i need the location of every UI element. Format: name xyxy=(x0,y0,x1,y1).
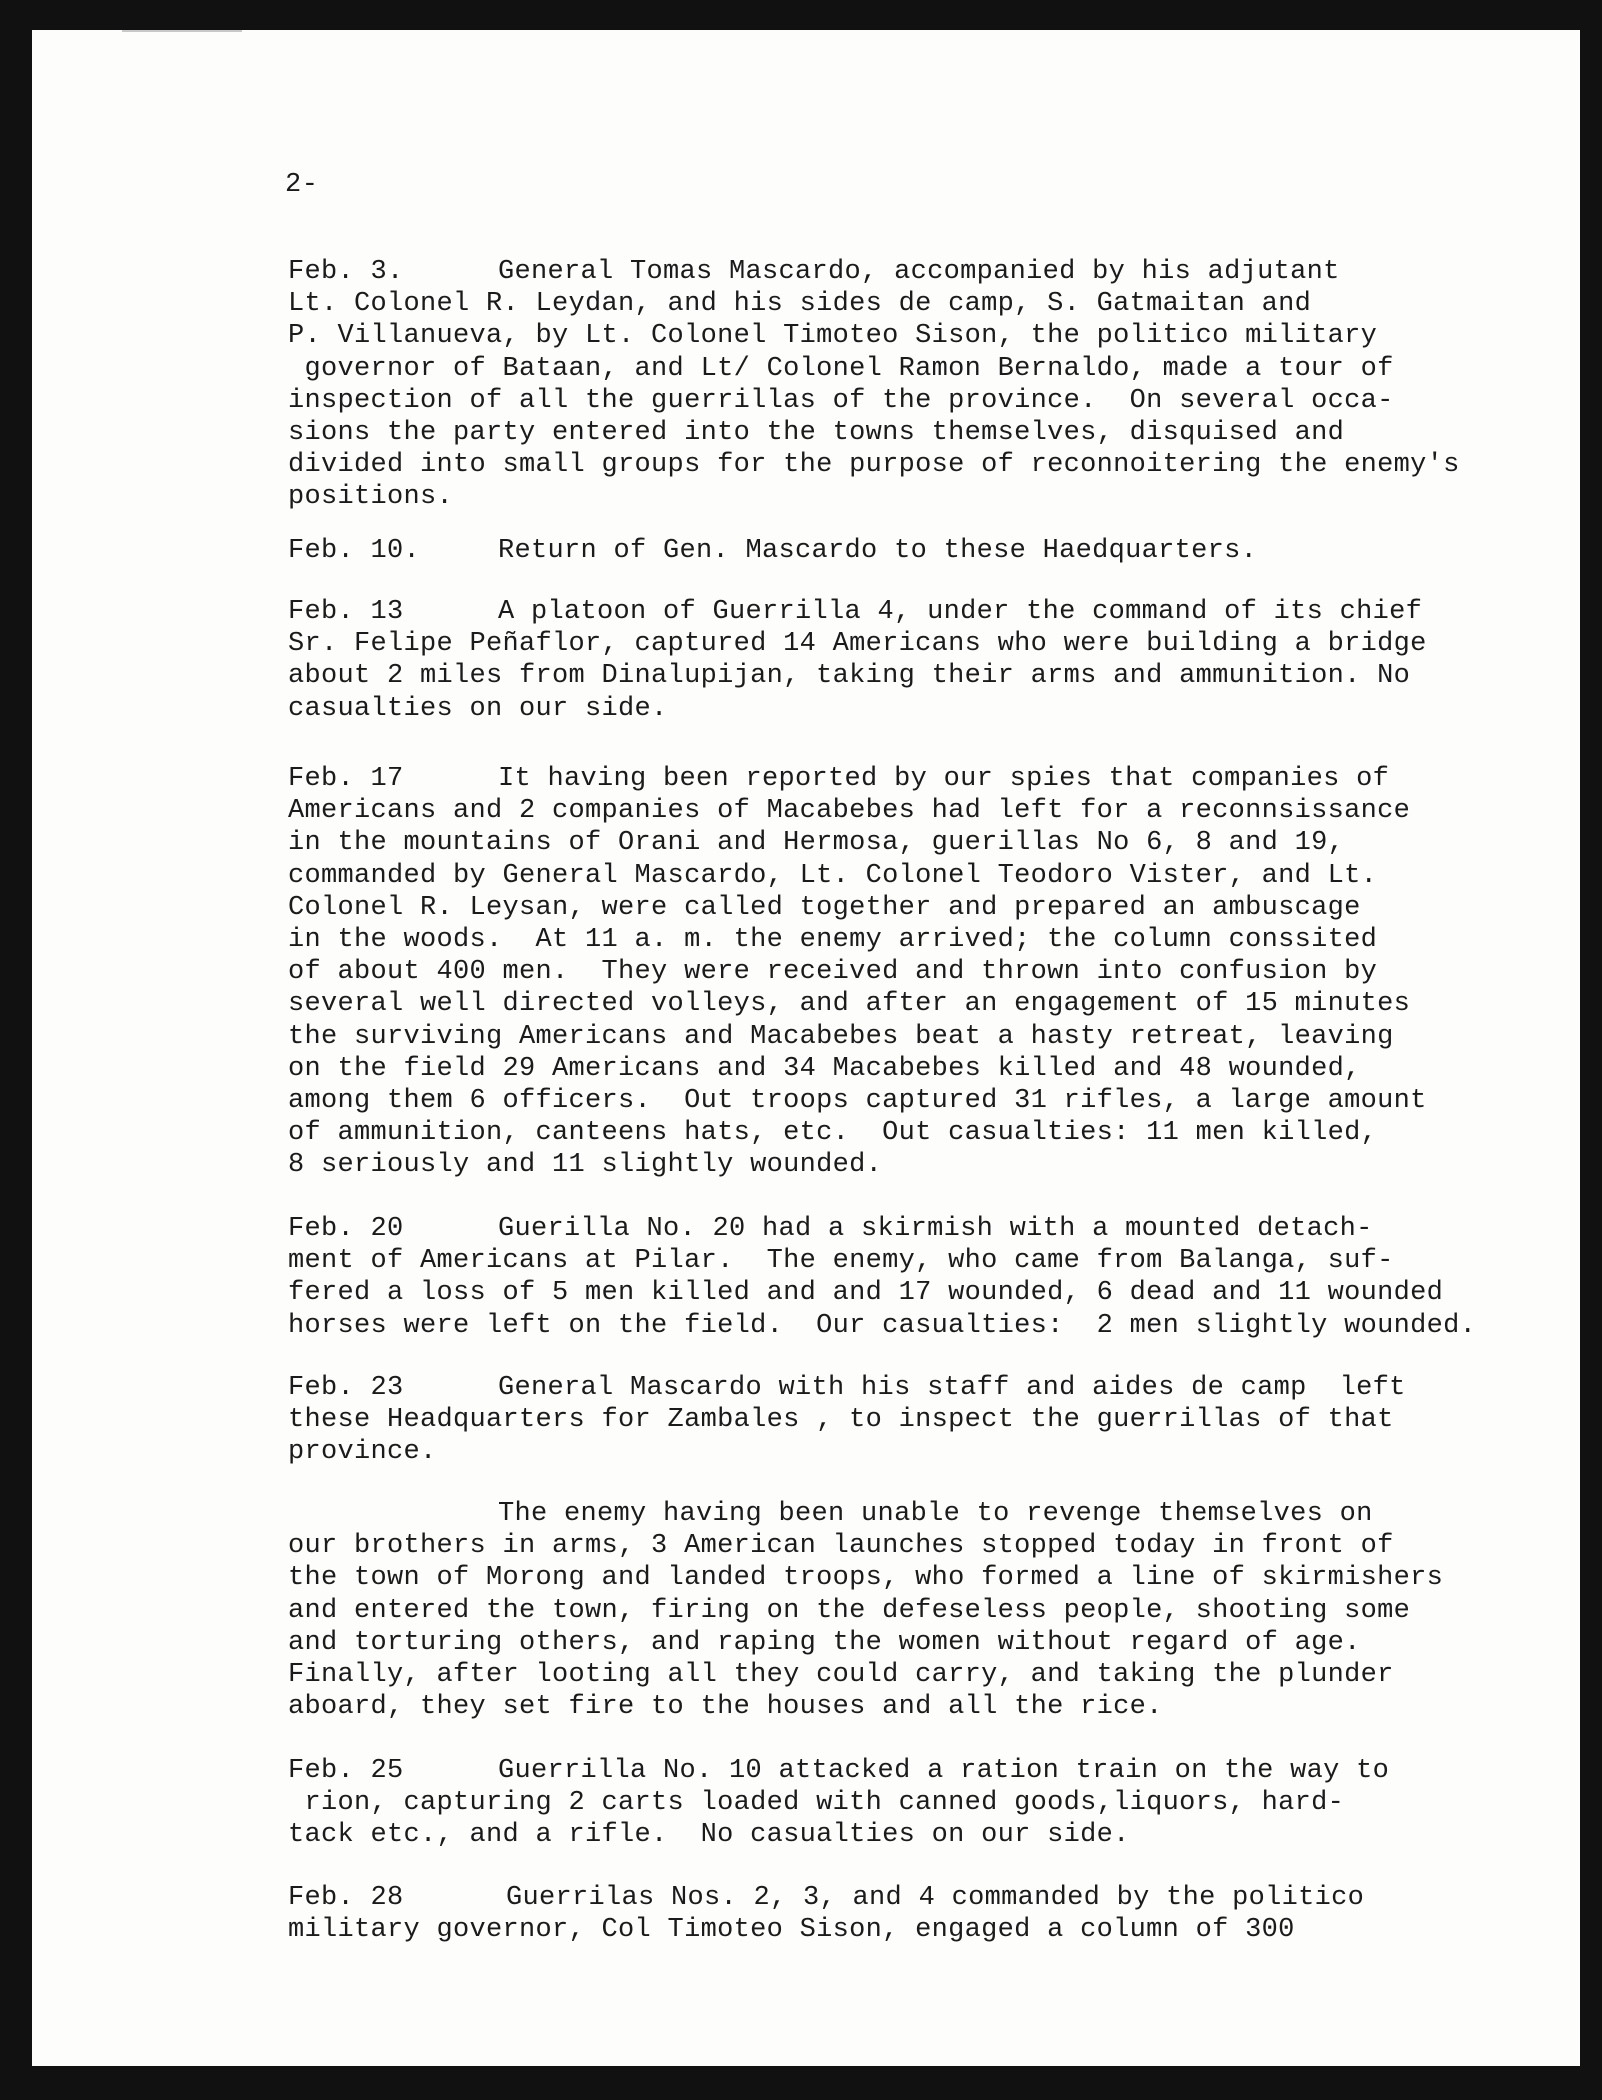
entry-first-line: Return of Gen. Mascardo to these Haedquarters. xyxy=(498,536,1258,566)
entry-date: Feb. 25 xyxy=(288,1756,404,1786)
entry-line: among them 6 officers. Out troops captured 31 rifles, a large amount xyxy=(288,1086,1427,1116)
entry-line: commanded by General Mascardo, Lt. Colonel Teodoro Vister, and Lt. xyxy=(288,861,1378,891)
entry-first-line: The enemy having been unable to revenge themselves on xyxy=(498,1499,1373,1529)
entry-line: inspection of all the guerrillas of the province. On several occa- xyxy=(288,386,1394,416)
entry-line: in the woods. At 11 a. m. the enemy arrived; the column conssited xyxy=(288,925,1378,955)
entry-line: horses were left on the field. Our casualties: 2 men slightly wounded. xyxy=(288,1311,1477,1341)
entry-first-line: A platoon of Guerrilla 4, under the command of its chief xyxy=(498,597,1423,627)
entry-line: fered a loss of 5 men killed and and 17 wounded, 6 dead and 11 wounded xyxy=(288,1278,1444,1308)
entry-line: and torturing others, and raping the women without regard of age. xyxy=(288,1628,1361,1658)
entry-line: Colonel R. Leysan, were called together and prepared an ambuscage xyxy=(288,893,1361,923)
entry-line: rion, capturing 2 carts loaded with canned goods,liquors, hard- xyxy=(288,1788,1345,1818)
entry-first-line: Guerrilas Nos. 2, 3, and 4 commanded by the politico xyxy=(506,1883,1365,1913)
entry-line: the surviving Americans and Macabebes beat a hasty retreat, leaving xyxy=(288,1022,1394,1052)
entry-date: Feb. 13 xyxy=(288,597,404,627)
entry-line: governor of Bataan, and Lt/ Colonel Ramon Bernaldo, made a tour of xyxy=(288,354,1394,384)
entry-line: Sr. Felipe Peñaflor, captured 14 Americans who were building a bridge xyxy=(288,629,1427,659)
entry-line: aboard, they set fire to the houses and all the rice. xyxy=(288,1692,1163,1722)
entry-line: military governor, Col Timoteo Sison, engaged a column of 300 xyxy=(288,1915,1295,1945)
entry-line: our brothers in arms, 3 American launches stopped today in front of xyxy=(288,1531,1394,1561)
entry-date: Feb. 28 xyxy=(288,1883,404,1913)
entry-line: these Headquarters for Zambales , to inspect the guerrillas of that xyxy=(288,1405,1394,1435)
entry-line: casualties on our side. xyxy=(288,694,668,724)
entry-line: province. xyxy=(288,1437,437,1467)
entry-first-line: General Mascardo with his staff and aides de camp left xyxy=(498,1373,1406,1403)
entry-line: sions the party entered into the towns themselves, disquised and xyxy=(288,418,1345,448)
entry-line: P. Villanueva, by Lt. Colonel Timoteo Sison, the politico military xyxy=(288,321,1378,351)
entry-line: of about 400 men. They were received and thrown into confusion by xyxy=(288,957,1378,987)
entry-date: Feb. 20 xyxy=(288,1214,404,1244)
entry-first-line: General Tomas Mascardo, accompanied by his adjutant xyxy=(498,257,1340,287)
entry-line: and entered the town, firing on the defeseless people, shooting some xyxy=(288,1596,1411,1626)
entry-line: 8 seriously and 11 slightly wounded. xyxy=(288,1150,883,1180)
entry-line: the town of Morong and landed troops, who formed a line of skirmishers xyxy=(288,1563,1444,1593)
entry-first-line: It having been reported by our spies that companies of xyxy=(498,764,1390,794)
entry-date: Feb. 23 xyxy=(288,1373,404,1403)
entry-line: of ammunition, canteens hats, etc. Out casualties: 11 men killed, xyxy=(288,1118,1378,1148)
entry-date: Feb. 17 xyxy=(288,764,404,794)
entry-line: positions. xyxy=(288,482,454,512)
entry-first-line: Guerrilla No. 10 attacked a ration train on the way to xyxy=(498,1756,1390,1786)
entry-line: Americans and 2 companies of Macabebes had left for a reconnsissance xyxy=(288,796,1411,826)
entry-line: in the mountains of Orani and Hermosa, guerillas No 6, 8 and 19, xyxy=(288,828,1345,858)
entry-line: tack etc., and a rifle. No casualties on our side. xyxy=(288,1820,1130,1850)
entry-line: several well directed volleys, and after an engagement of 15 minutes xyxy=(288,989,1411,1019)
page-number: 2- xyxy=(285,170,319,200)
entry-line: Finally, after looting all they could carry, and taking the plunder xyxy=(288,1660,1394,1690)
entry-line: on the field 29 Americans and 34 Macabebes killed and 48 wounded, xyxy=(288,1054,1361,1084)
entry-first-line: Guerilla No. 20 had a skirmish with a mounted detach- xyxy=(498,1214,1373,1244)
entry-line: divided into small groups for the purpose of reconnoitering the enemy's xyxy=(288,450,1460,480)
document-page xyxy=(32,30,1580,2066)
entry-line: ment of Americans at Pilar. The enemy, who came from Balanga, suf- xyxy=(288,1246,1394,1276)
entry-line: Lt. Colonel R. Leydan, and his sides de camp, S. Gatmaitan and xyxy=(288,289,1312,319)
entry-date: Feb. 3. xyxy=(288,257,404,287)
entry-date: Feb. 10. xyxy=(288,536,421,566)
entry-line: about 2 miles from Dinalupijan, taking their arms and ammunition. No xyxy=(288,661,1411,691)
